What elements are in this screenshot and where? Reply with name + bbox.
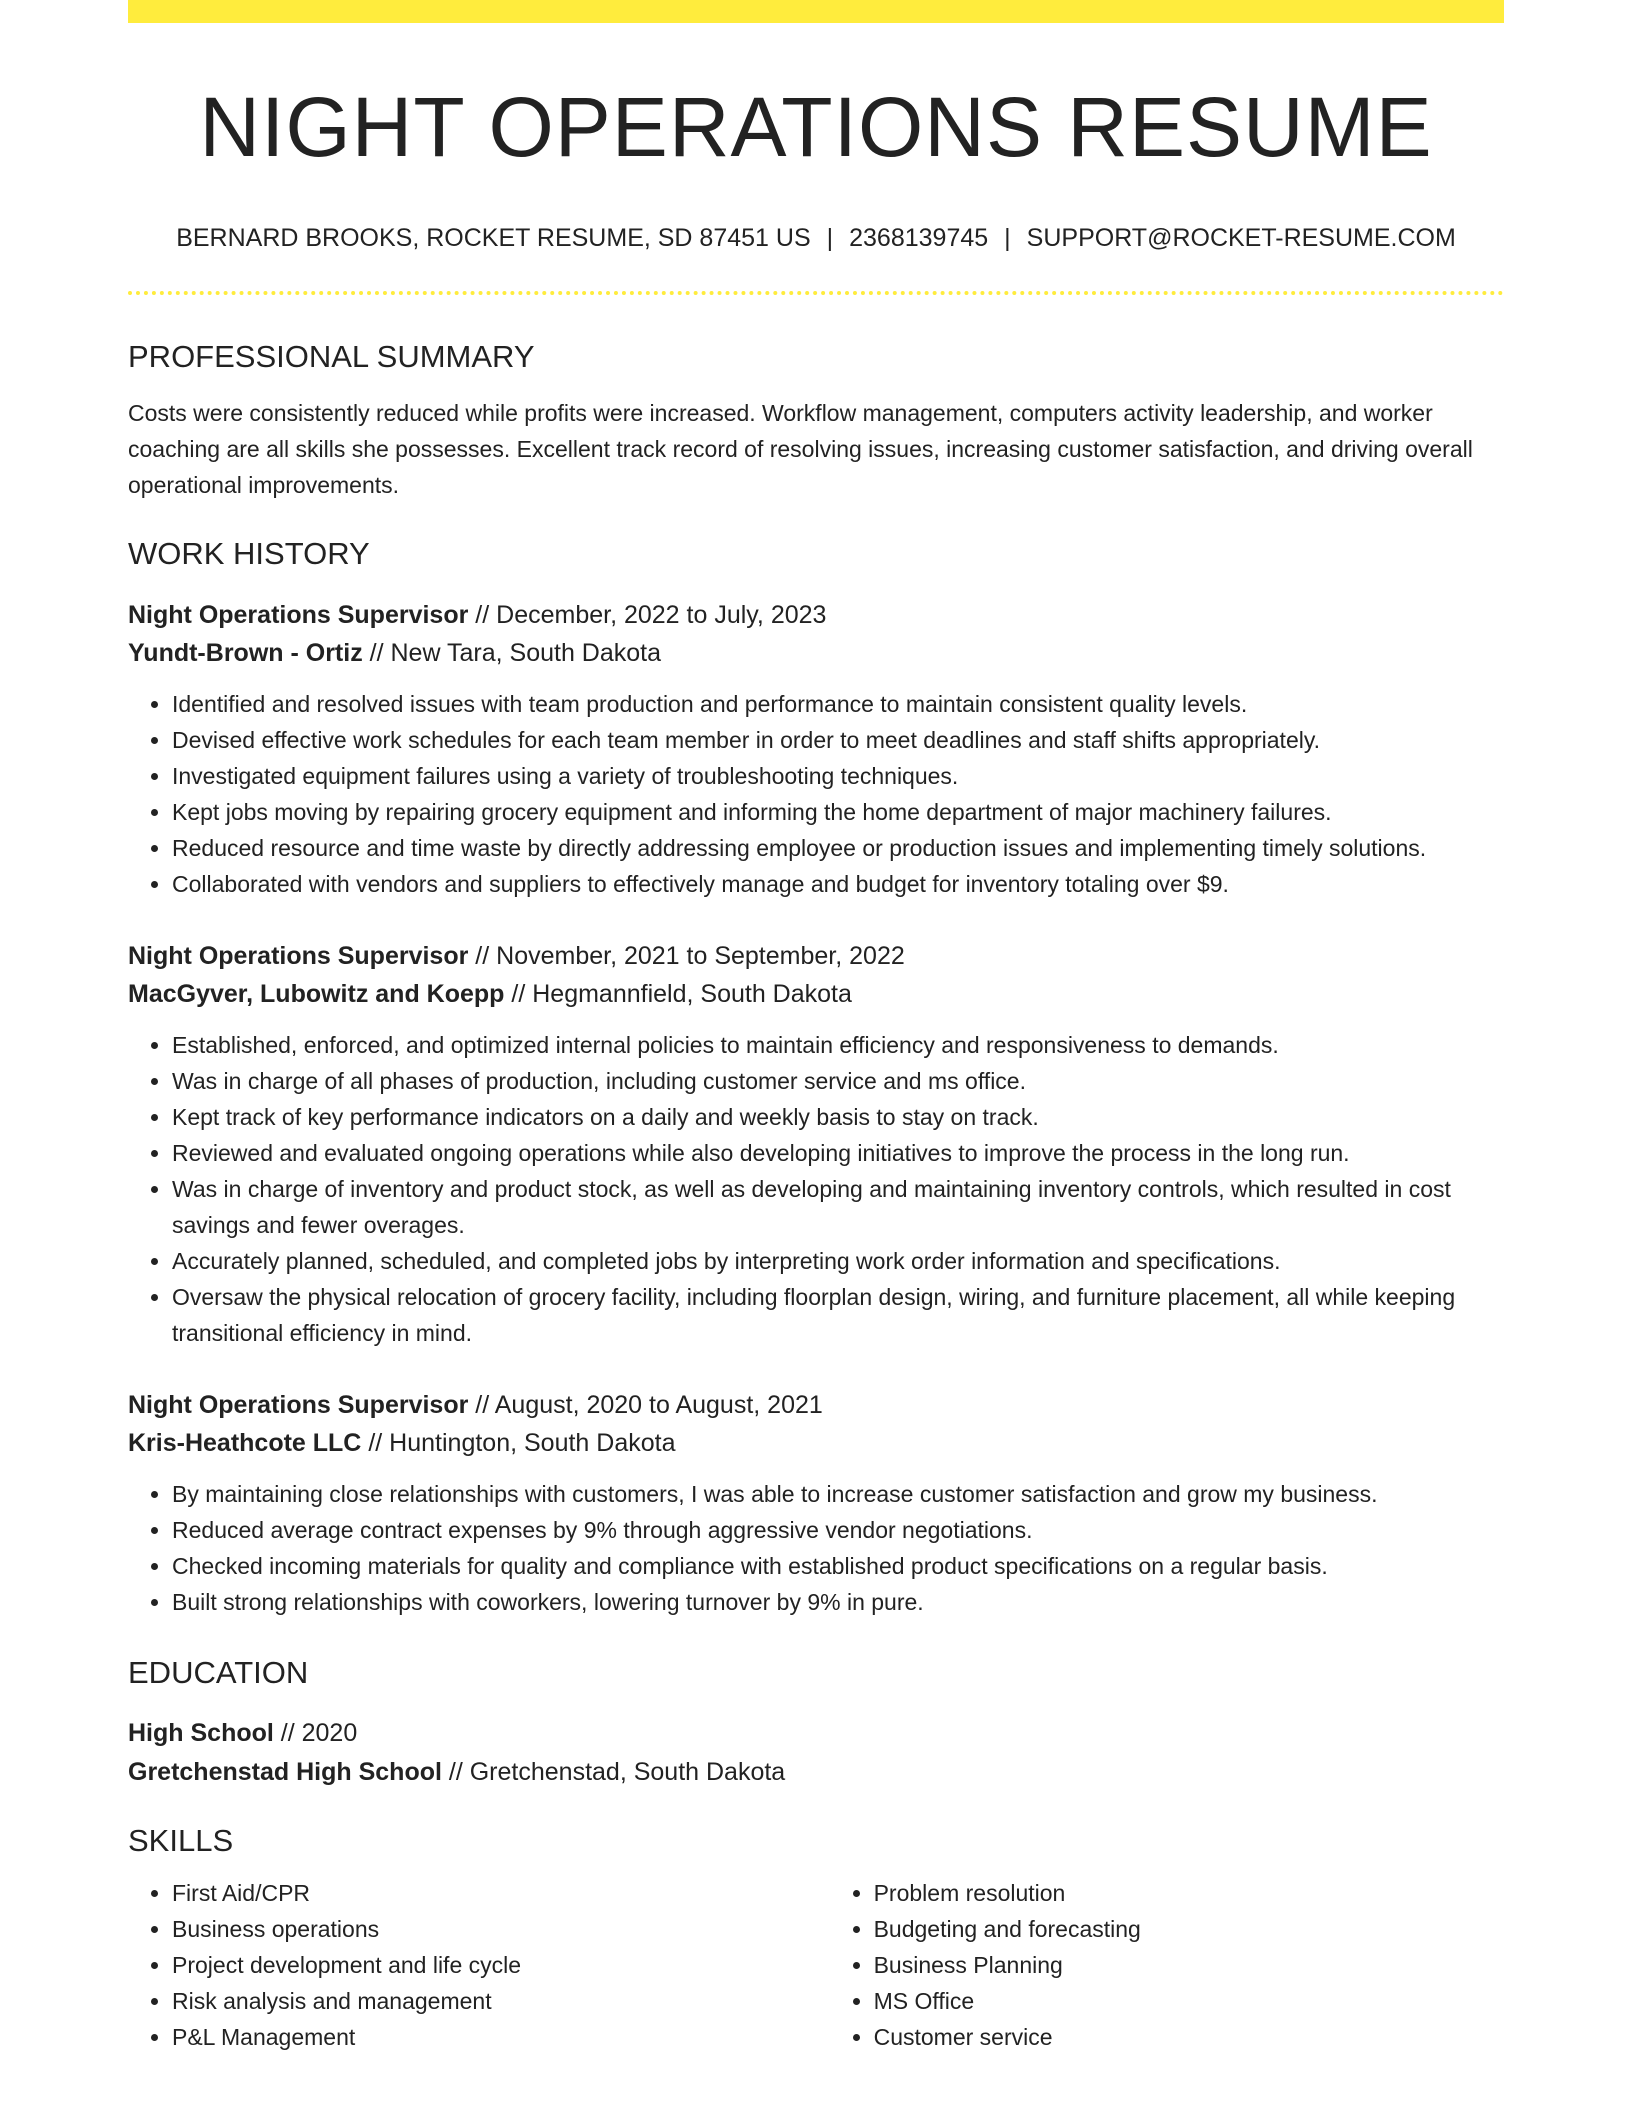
skill-item: • Risk analysis and management <box>172 1983 830 2019</box>
job-bullet: • Accurately planned, scheduled, and completed jobs by interpreting work order information and specifications. <box>172 1243 1504 1279</box>
job-entry <box>128 1386 1504 1620</box>
field-separator: // <box>468 1390 495 1419</box>
education-location: Gretchenstad, South Dakota <box>469 1757 786 1786</box>
contact-address: BERNARD BROOKS, ROCKET RESUME, SD 87451 US <box>176 224 811 253</box>
contact-separator: | <box>826 224 834 253</box>
job-bullet: • Built strong relationships with coworkers, lowering turnover by 9% in pure. <box>172 1584 1504 1620</box>
job-bullet: • Investigated equipment failures using a variety of troubleshooting techniques. <box>172 758 1504 794</box>
job-bullet: • Reduced resource and time waste by directly addressing employee or production issues and implementing timely solutions. <box>172 830 1504 866</box>
job-bullet: • Collaborated with vendors and suppliers to effectively manage and budget for inventory totaling over $9. <box>172 866 1504 902</box>
job-bullet: • Checked incoming materials for quality and compliance with established product specifications on a regular basis. <box>172 1548 1504 1584</box>
education-degree-line <box>128 1714 1504 1753</box>
job-bullet: • Reduced average contract expenses by 9% through aggressive vendor negotiations. <box>172 1512 1504 1548</box>
skill-item: • Budgeting and forecasting <box>874 1911 1504 1947</box>
education-school: Gretchenstad High School <box>128 1757 442 1786</box>
skill-item: • MS Office <box>874 1983 1504 2019</box>
skill-item: • Problem resolution <box>874 1875 1504 1911</box>
job-location: Hegmannfield, South Dakota <box>532 979 852 1008</box>
job-company: MacGyver, Lubowitz and Koepp <box>128 979 505 1008</box>
skills-heading: SKILLS <box>128 1822 234 1858</box>
skill-item: • First Aid/CPR <box>172 1875 830 1911</box>
field-separator: // <box>361 1428 390 1457</box>
work-history-heading: WORK HISTORY <box>128 536 370 572</box>
field-separator: // <box>362 638 391 667</box>
job-location: New Tara, South Dakota <box>390 638 662 667</box>
summary-heading: PROFESSIONAL SUMMARY <box>128 339 535 375</box>
education-year: 2020 <box>301 1718 358 1747</box>
job-company: Kris-Heathcote LLC <box>128 1428 362 1457</box>
field-separator: // <box>504 979 533 1008</box>
job-bullets <box>128 1027 1504 1351</box>
skill-item: • Business Planning <box>874 1947 1504 1983</box>
job-title-line <box>128 596 1504 634</box>
job-bullet: • Was in charge of all phases of production, including customer service and ms office. <box>172 1063 1504 1099</box>
skill-item: • Project development and life cycle <box>172 1947 830 1983</box>
job-bullet: • Kept jobs moving by repairing grocery equipment and informing the home department of major machinery failures. <box>172 794 1504 830</box>
field-separator: // <box>441 1757 470 1786</box>
resume-page <box>128 0 1504 2055</box>
skill-item: • Customer service <box>874 2019 1504 2055</box>
job-dates: August, 2020 to August, 2021 <box>494 1390 823 1419</box>
job-company-line <box>128 975 1504 1013</box>
resume-title: NIGHT OPERATIONS RESUME <box>199 80 1433 174</box>
skill-item: • Business operations <box>172 1911 830 1947</box>
job-dates: November, 2021 to September, 2022 <box>496 941 905 970</box>
skills-column-2 <box>830 1875 1504 2055</box>
job-title-line <box>128 937 1504 975</box>
contact-email: SUPPORT@ROCKET-RESUME.COM <box>1026 224 1456 253</box>
skills-column-1 <box>128 1875 830 2055</box>
skill-item: • P&L Management <box>172 2019 830 2055</box>
skills-columns <box>128 1875 1504 2055</box>
education-heading: EDUCATION <box>128 1654 309 1690</box>
job-bullet: • By maintaining close relationships with customers, I was able to increase customer satisfaction and grow my business. <box>172 1476 1504 1512</box>
job-bullet: • Was in charge of inventory and product stock, as well as developing and maintaining inventory controls, which resulted in cost savings and fewer overages. <box>172 1171 1504 1243</box>
accent-bar <box>128 0 1504 23</box>
job-dates: December, 2022 to July, 2023 <box>496 600 827 629</box>
job-location: Huntington, South Dakota <box>389 1428 676 1457</box>
job-company: Yundt-Brown - Ortiz <box>128 638 363 667</box>
work-history-list <box>128 596 1504 1620</box>
job-bullets <box>128 686 1504 902</box>
job-title-line <box>128 1386 1504 1424</box>
job-title: Night Operations Supervisor <box>128 600 469 629</box>
job-bullet: • Reviewed and evaluated ongoing operations while also developing initiatives to improve the process in the long run. <box>172 1135 1504 1171</box>
contact-phone: 2368139745 <box>849 224 989 253</box>
education-entry <box>128 1714 1504 1792</box>
job-bullet: • Kept track of key performance indicators on a daily and weekly basis to stay on track. <box>172 1099 1504 1135</box>
job-title: Night Operations Supervisor <box>128 1390 469 1419</box>
job-entry <box>128 596 1504 902</box>
job-bullets <box>128 1476 1504 1620</box>
contact-line <box>128 223 1504 253</box>
summary-text: Costs were consistently reduced while profits were increased. Workflow management, computers activity leadership, and worker coaching are all skills she possesses. Excellent track record of resolving issues, increasing customer satisfaction, and driving overall operational improvements. <box>128 400 1473 499</box>
job-company-line <box>128 1424 1504 1462</box>
field-separator: // <box>273 1718 302 1747</box>
field-separator: // <box>468 600 497 629</box>
dotted-divider <box>128 291 1504 295</box>
contact-separator: | <box>1004 224 1011 253</box>
job-bullet: • Established, enforced, and optimized internal policies to maintain efficiency and responsiveness to demands. <box>172 1027 1504 1063</box>
field-separator: // <box>468 941 497 970</box>
job-bullet: • Identified and resolved issues with team production and performance to maintain consistent quality levels. <box>172 686 1504 722</box>
job-bullet: • Oversaw the physical relocation of grocery facility, including floorplan design, wiring, and furniture placement, all while keeping transitional efficiency in mind. <box>172 1279 1504 1351</box>
education-school-line <box>128 1753 1504 1792</box>
job-bullet: • Devised effective work schedules for each team member in order to meet deadlines and staff shifts appropriately. <box>172 722 1504 758</box>
job-entry <box>128 937 1504 1351</box>
education-degree: High School <box>128 1718 274 1747</box>
job-title: Night Operations Supervisor <box>128 941 469 970</box>
job-company-line <box>128 634 1504 672</box>
